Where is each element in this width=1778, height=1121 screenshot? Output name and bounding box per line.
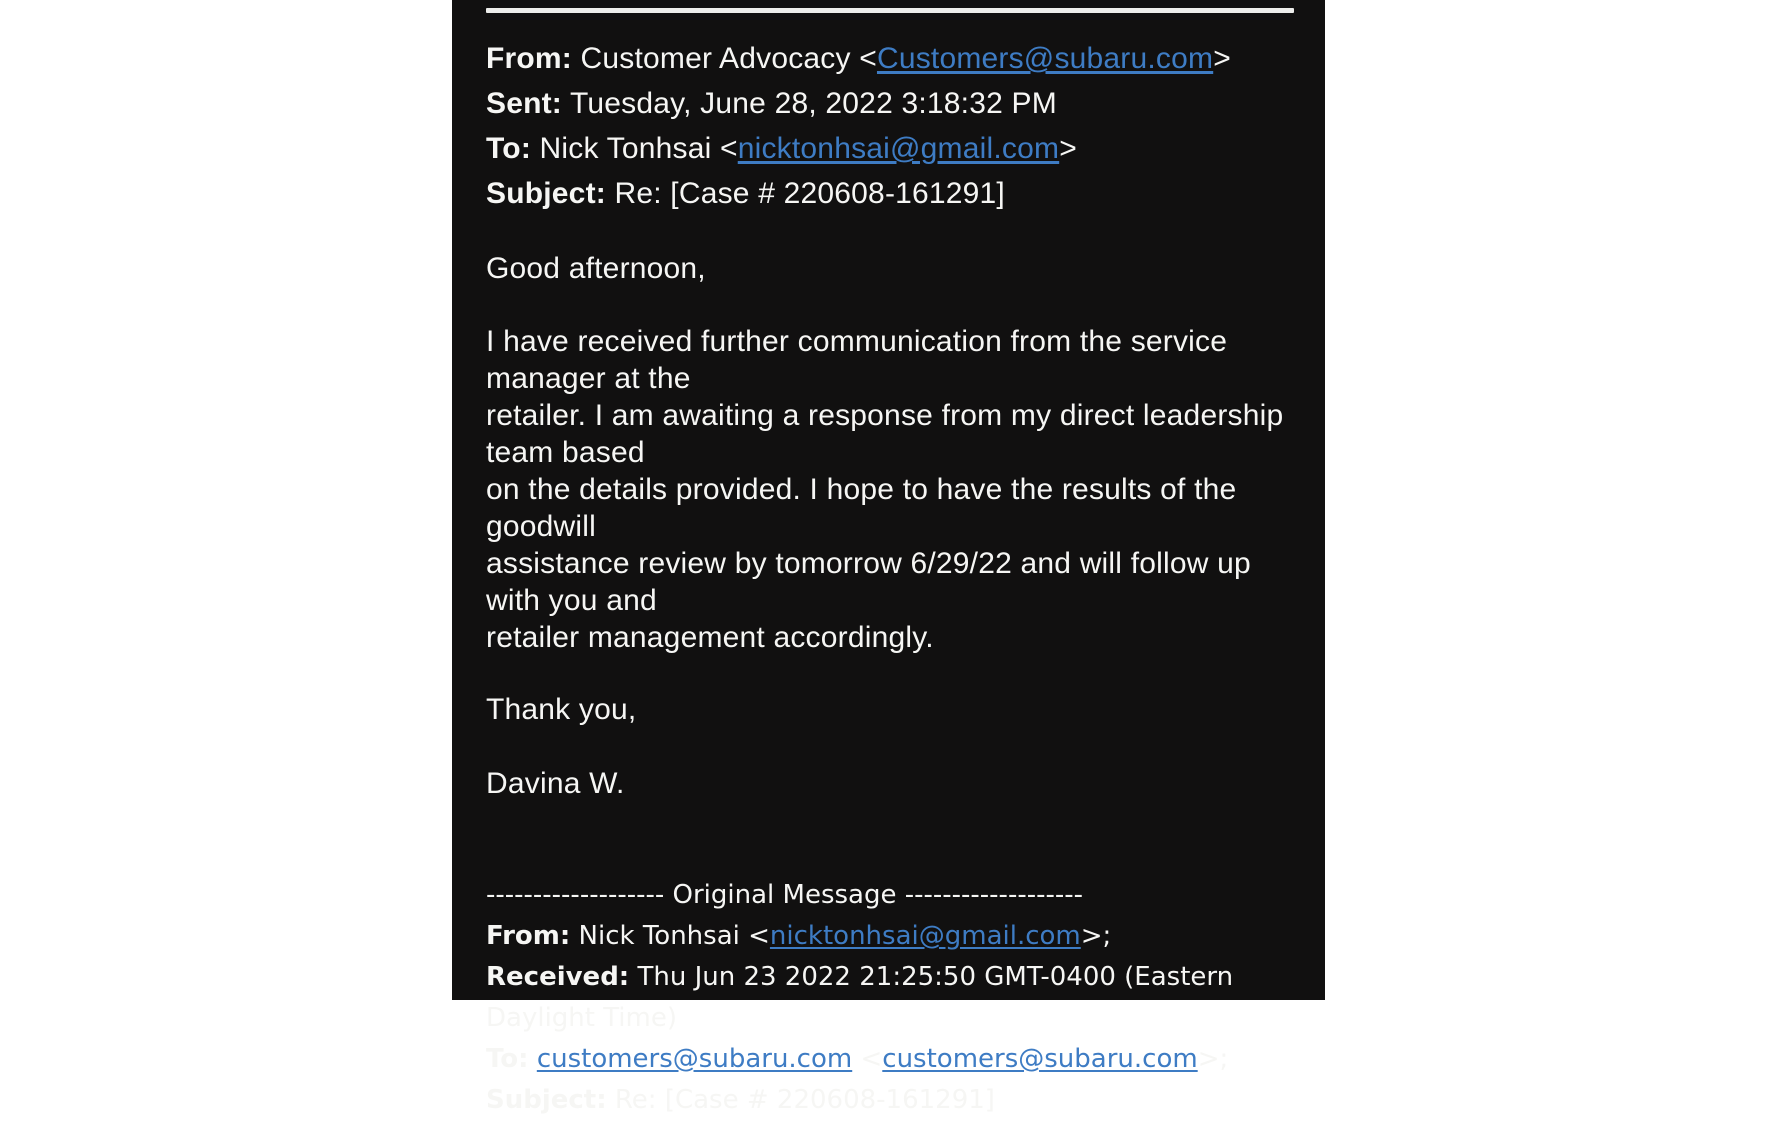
quoted-from-name: Nick Tonhsai < (570, 921, 770, 951)
body-paragraph-line: retailer management accordingly. (486, 621, 934, 654)
quoted-to-mid: < (852, 1044, 883, 1074)
from-label: From: (486, 42, 572, 75)
quoted-to-suffix: >; (1197, 1044, 1229, 1074)
original-message-divider: ------------------- Original Message ------------------- (486, 880, 1083, 910)
to-suffix: > (1059, 132, 1077, 165)
quoted-received-label: Received: (486, 962, 630, 992)
greeting-text: Good afternoon, (486, 252, 706, 285)
quoted-received-wrap-line: Daylight Time) (486, 1003, 678, 1033)
body-paragraph-line: retailer. I am awaiting a response from my direct leadership team based (486, 399, 1284, 469)
email-message-panel (452, 0, 1325, 1115)
quoted-to-line (486, 1039, 1294, 1080)
closing-text: Thank you, (486, 693, 637, 726)
quoted-from-line (486, 916, 1294, 957)
signature-text: Davina W. (486, 767, 625, 800)
header-from-line (486, 36, 1294, 81)
original-message-block (486, 875, 1294, 1121)
subaru-email-link[interactable]: Customers@subaru.com (876, 42, 1214, 75)
email-content (452, 8, 1325, 1121)
header-to-line (486, 126, 1294, 171)
sent-value: Tuesday, June 28, 2022 3:18:32 PM (562, 87, 1057, 120)
quoted-subject-value: Re: [Case # 220608-161291] (606, 1085, 995, 1115)
from-suffix: > (1213, 42, 1231, 75)
quoted-subaru-email-link-2[interactable]: customers@subaru.com (882, 1044, 1198, 1074)
subject-label: Subject: (486, 177, 606, 210)
quoted-subject-line (486, 1080, 1294, 1121)
body-paragraph-line: I have received further communication from the service manager at the (486, 325, 1228, 395)
email-header-block (486, 36, 1294, 216)
to-label: To: (486, 132, 532, 165)
quoted-received-value: Thu Jun 23 2022 21:25:50 GMT-0400 (Eastern (629, 962, 1234, 992)
body-paragraph-line: assistance review by tomorrow 6/29/22 and will follow up with you and (486, 547, 1251, 617)
quoted-to-space (529, 1044, 537, 1074)
quoted-from-suffix: >; (1080, 921, 1112, 951)
quoted-from-label: From: (486, 921, 571, 951)
body-paragraph-line: on the details provided. I hope to have the results of the goodwill (486, 473, 1237, 543)
from-name: Customer Advocacy < (572, 42, 877, 75)
header-sent-line (486, 81, 1294, 126)
gmail-email-link[interactable]: nicktonhsai@gmail.com (737, 132, 1060, 165)
quoted-received-line (486, 957, 1294, 998)
quoted-subject-label: Subject: (486, 1085, 607, 1115)
quoted-subaru-email-link-1[interactable]: customers@subaru.com (536, 1044, 853, 1074)
quoted-gmail-email-link[interactable]: nicktonhsai@gmail.com (769, 921, 1081, 951)
quoted-to-label: To: (486, 1044, 529, 1074)
subject-value: Re: [Case # 220608-161291] (605, 177, 1005, 210)
header-subject-line (486, 171, 1294, 216)
header-divider-rule (486, 8, 1294, 13)
body-paragraph (486, 323, 1294, 656)
to-name: Nick Tonhsai < (531, 132, 738, 165)
sent-label: Sent: (486, 87, 562, 120)
